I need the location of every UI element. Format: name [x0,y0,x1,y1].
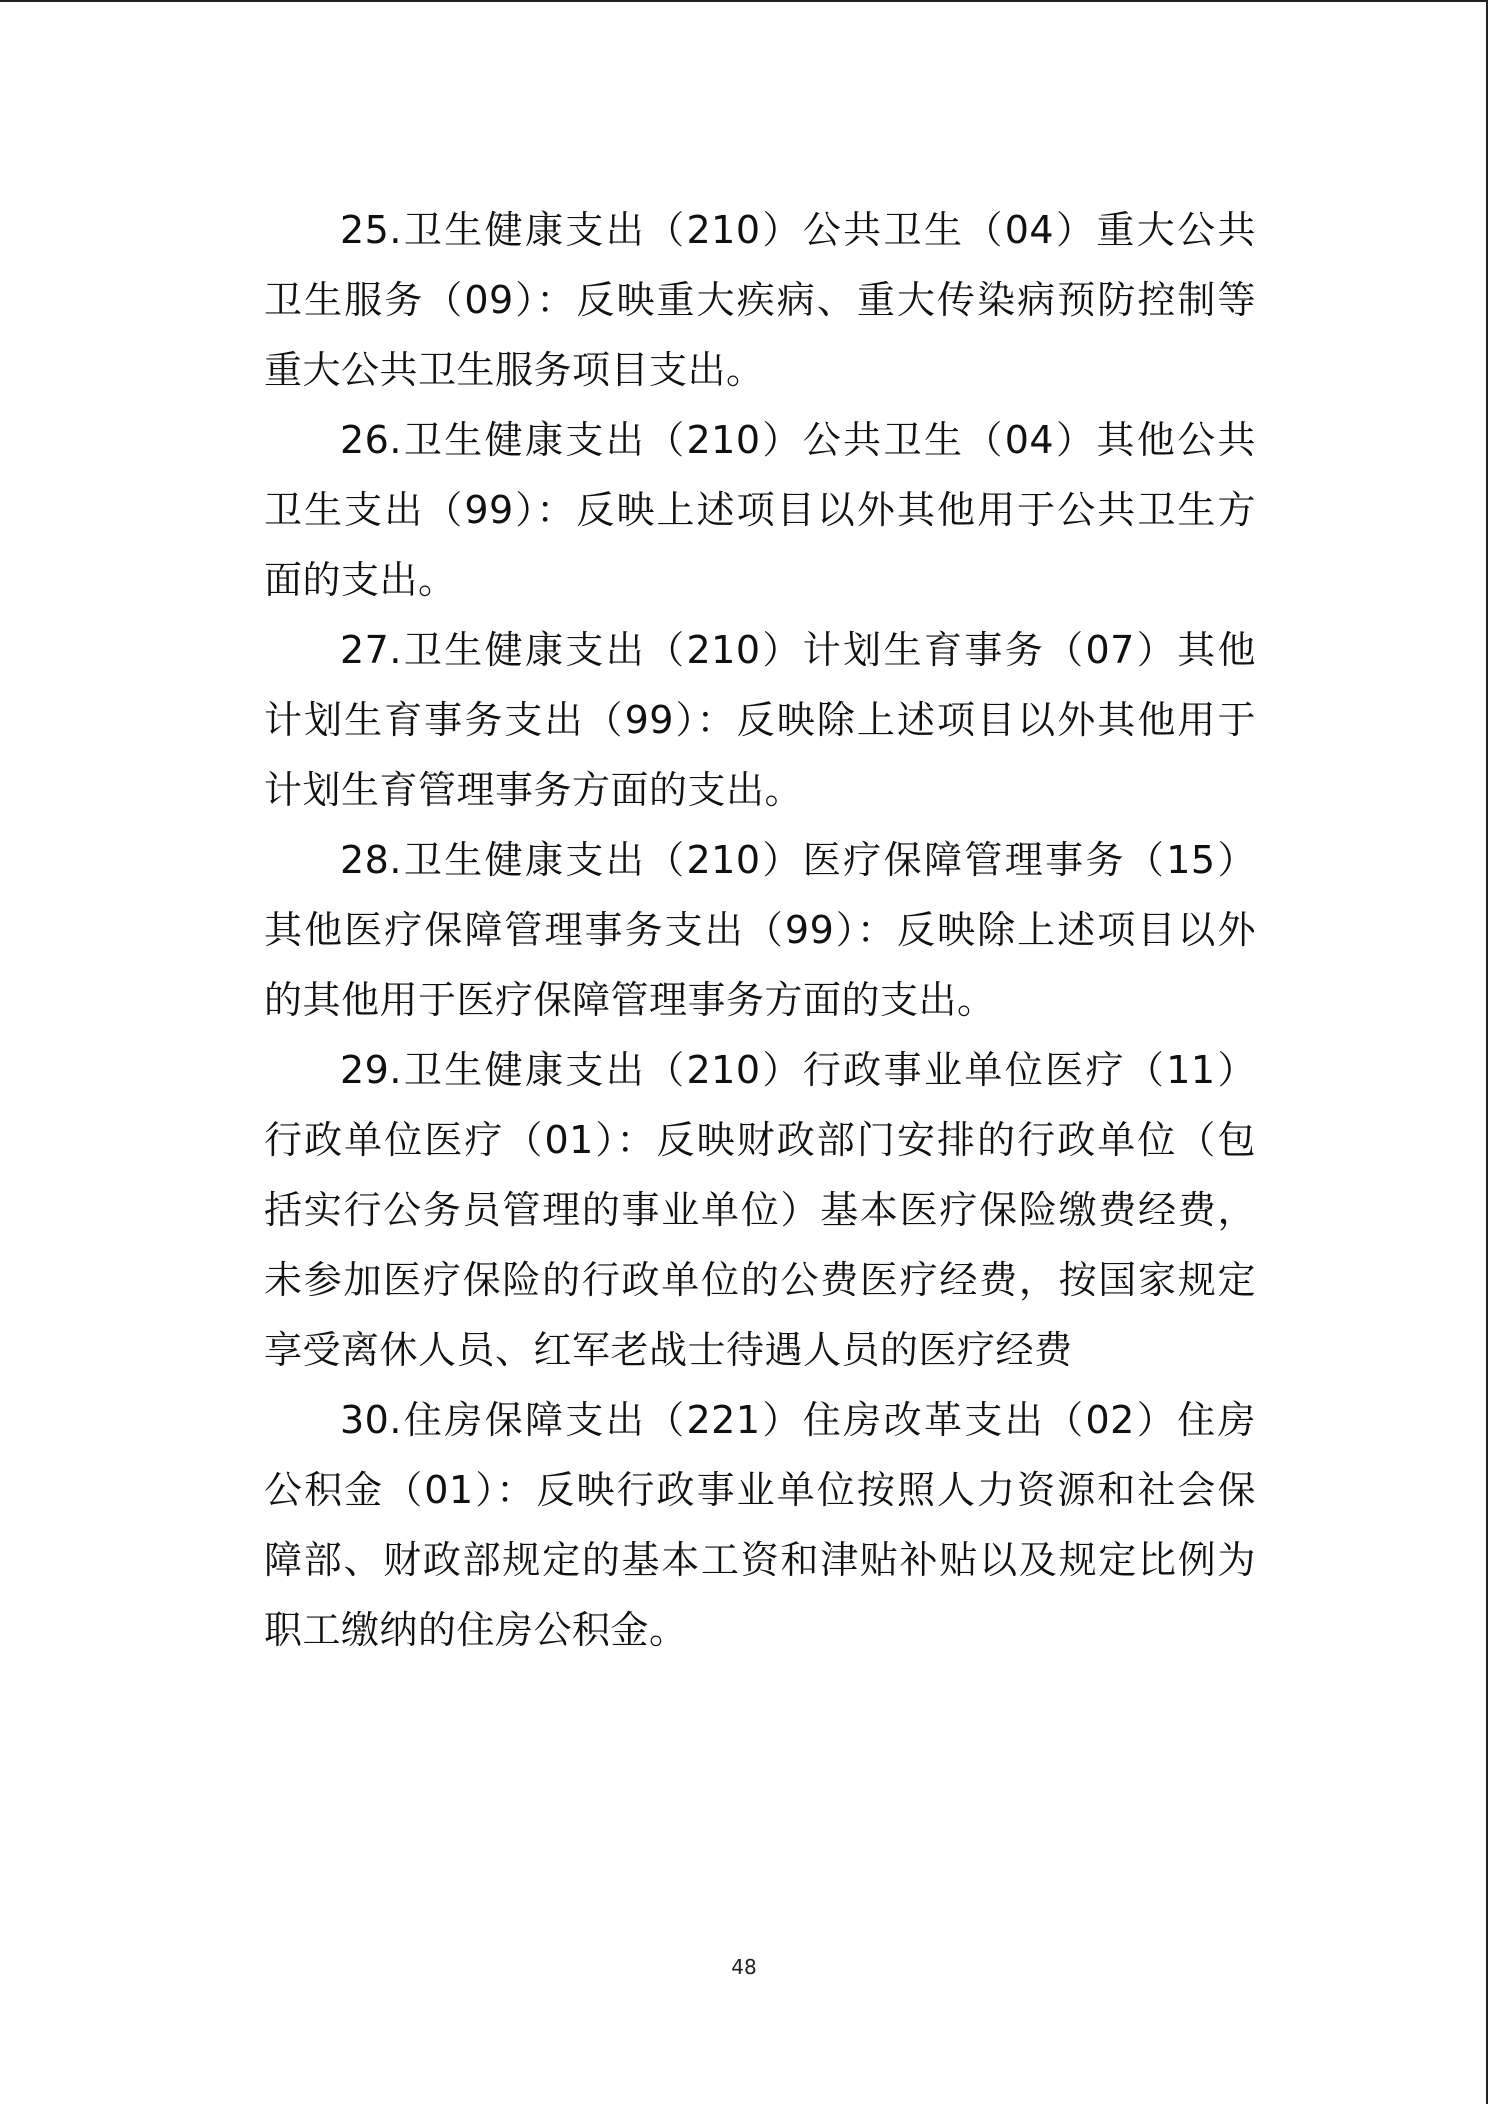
paragraph-item-25: 25.卫生健康支出（210）公共卫生（04）重大公共卫生服务（09）：反映重大疾病、重大传染病预防控制等重大公共卫生服务项目支出。 [264,208,1256,392]
paragraph-item-26: 26.卫生健康支出（210）公共卫生（04）其他公共卫生支出（99）：反映上述项目以外其他用于公共卫生方面的支出。 [264,418,1256,602]
paragraph-item-28: 28.卫生健康支出（210）医疗保障管理事务（15）其他医疗保障管理事务支出（99）：反映除上述项目以外的其他用于医疗保障管理事务方面的支出。 [264,838,1256,1022]
paragraph-item-29: 29.卫生健康支出（210）行政事业单位医疗（11）行政单位医疗（01）：反映财政部门安排的行政单位（包括实行公务员管理的事业单位）基本医疗保险缴费经费，未参加医疗保险的行政单位的公费医疗经费，按国家规定享受离休人员、红军老战士待遇人员的医疗经费 [264,1048,1256,1372]
page-border-top [0,0,1488,2]
page-number: 48 [731,1955,757,1979]
document-body [264,195,1256,1665]
paragraph-item-30: 30.住房保障支出（221）住房改革支出（02）住房公积金（01）：反映行政事业单位按照人力资源和社会保障部、财政部规定的基本工资和津贴补贴以及规定比例为职工缴纳的住房公积金。 [264,1398,1256,1652]
paragraph-item-27: 27.卫生健康支出（210）计划生育事务（07）其他计划生育事务支出（99）：反映除上述项目以外其他用于计划生育管理事务方面的支出。 [264,628,1256,812]
